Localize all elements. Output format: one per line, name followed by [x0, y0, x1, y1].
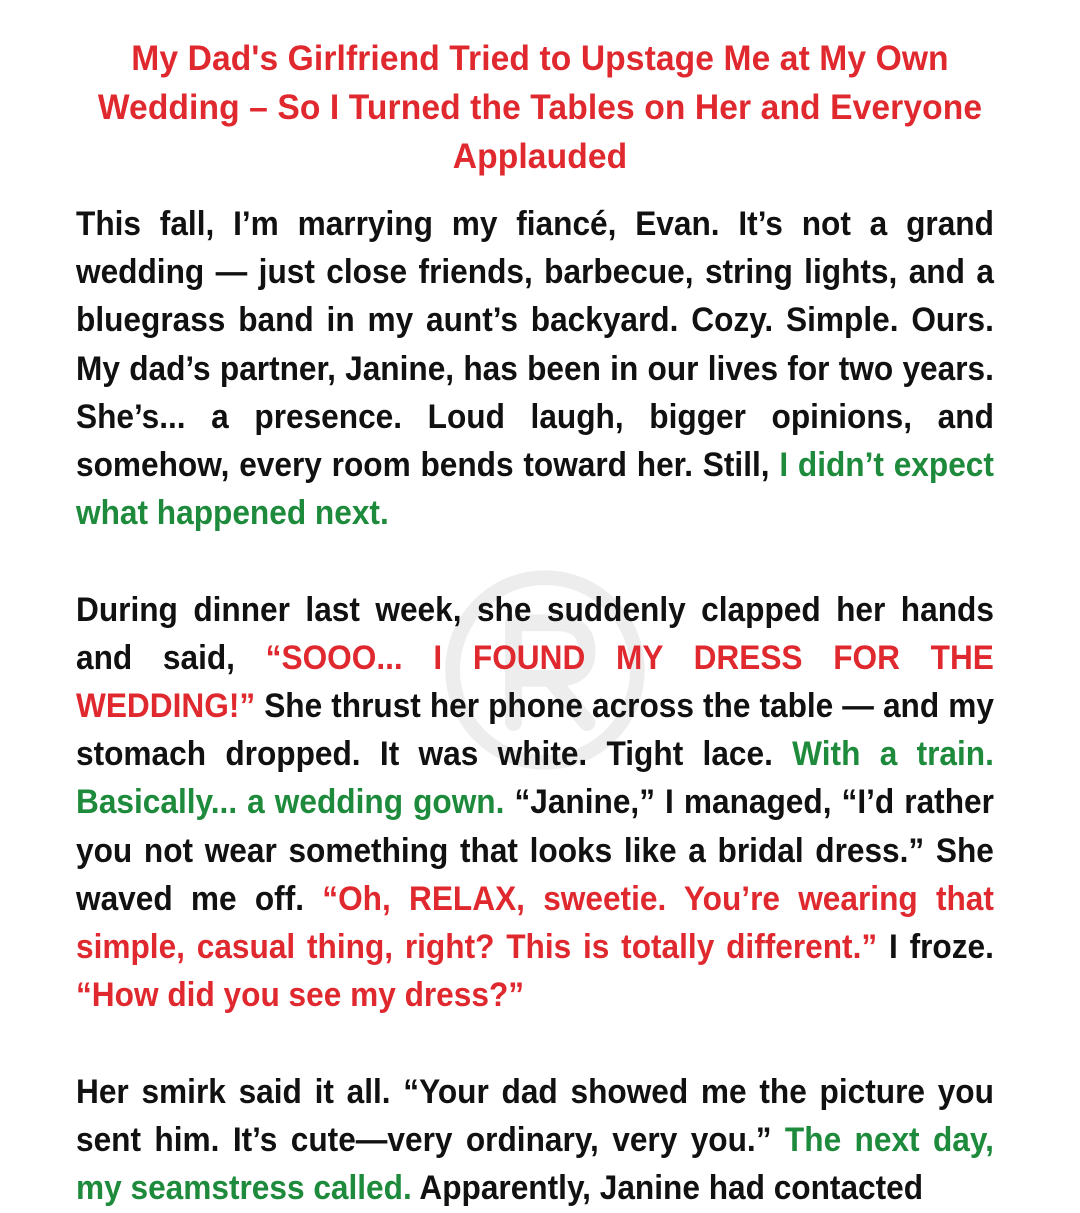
story-body: [76, 200, 994, 1213]
paragraph-text: This fall, I’m marrying my fiancé, Evan. It’s not a grand wedding — just close friends, barbecue, string lights, and a bluegrass band in my aunt’s backyard. Cozy. Simple. Ours. My dad’s partner, Janine, has been in our lives for two years. She’s... a presence. Loud laugh, bigger opinions, and somehow, every room bends toward her. Still,: [76, 205, 994, 485]
paragraph-text: She thrust her phone across the table — and my stomach dropped. It was white. Tight lace.: [76, 687, 994, 774]
story-paragraph: [76, 200, 994, 537]
green-highlight-text: The next day, my seamstress called.: [76, 1120, 994, 1208]
paragraph-text: I froze.: [877, 928, 994, 967]
green-highlight-text: I didn’t expect what happened next.: [76, 446, 994, 533]
story-paragraph: [76, 1068, 994, 1213]
red-highlight-text: “Oh, RELAX, sweetie. You’re wearing that simple, casual thing, right? This is totally different.”: [76, 879, 994, 967]
story-paragraph: [76, 586, 994, 1020]
paragraph-text: Her smirk said it all. “Your dad showed me the picture you sent him. It’s cute—very ordinary, very you.”: [76, 1072, 994, 1159]
red-highlight-text: “How did you see my dress?”: [76, 976, 525, 1015]
paragraph-text: “Janine,” I managed, “I’d rather you not wear something that looks like a bridal dress.” She waved me off.: [76, 783, 994, 918]
red-highlight-text: “SOOO... I FOUND MY DRESS FOR THE WEDDING!”: [76, 638, 994, 726]
green-highlight-text: With a train. Basically... a wedding gown.: [76, 735, 994, 822]
article-title: My Dad's Girlfriend Tried to Upstage Me at My Own Wedding – So I Turned the Tables on Her and Everyone Applauded: [97, 39, 983, 176]
paragraph-text: During dinner last week, she suddenly clapped her hands and said,: [76, 590, 994, 677]
paragraph-text: Apparently, Janine had contacted: [411, 1169, 924, 1208]
